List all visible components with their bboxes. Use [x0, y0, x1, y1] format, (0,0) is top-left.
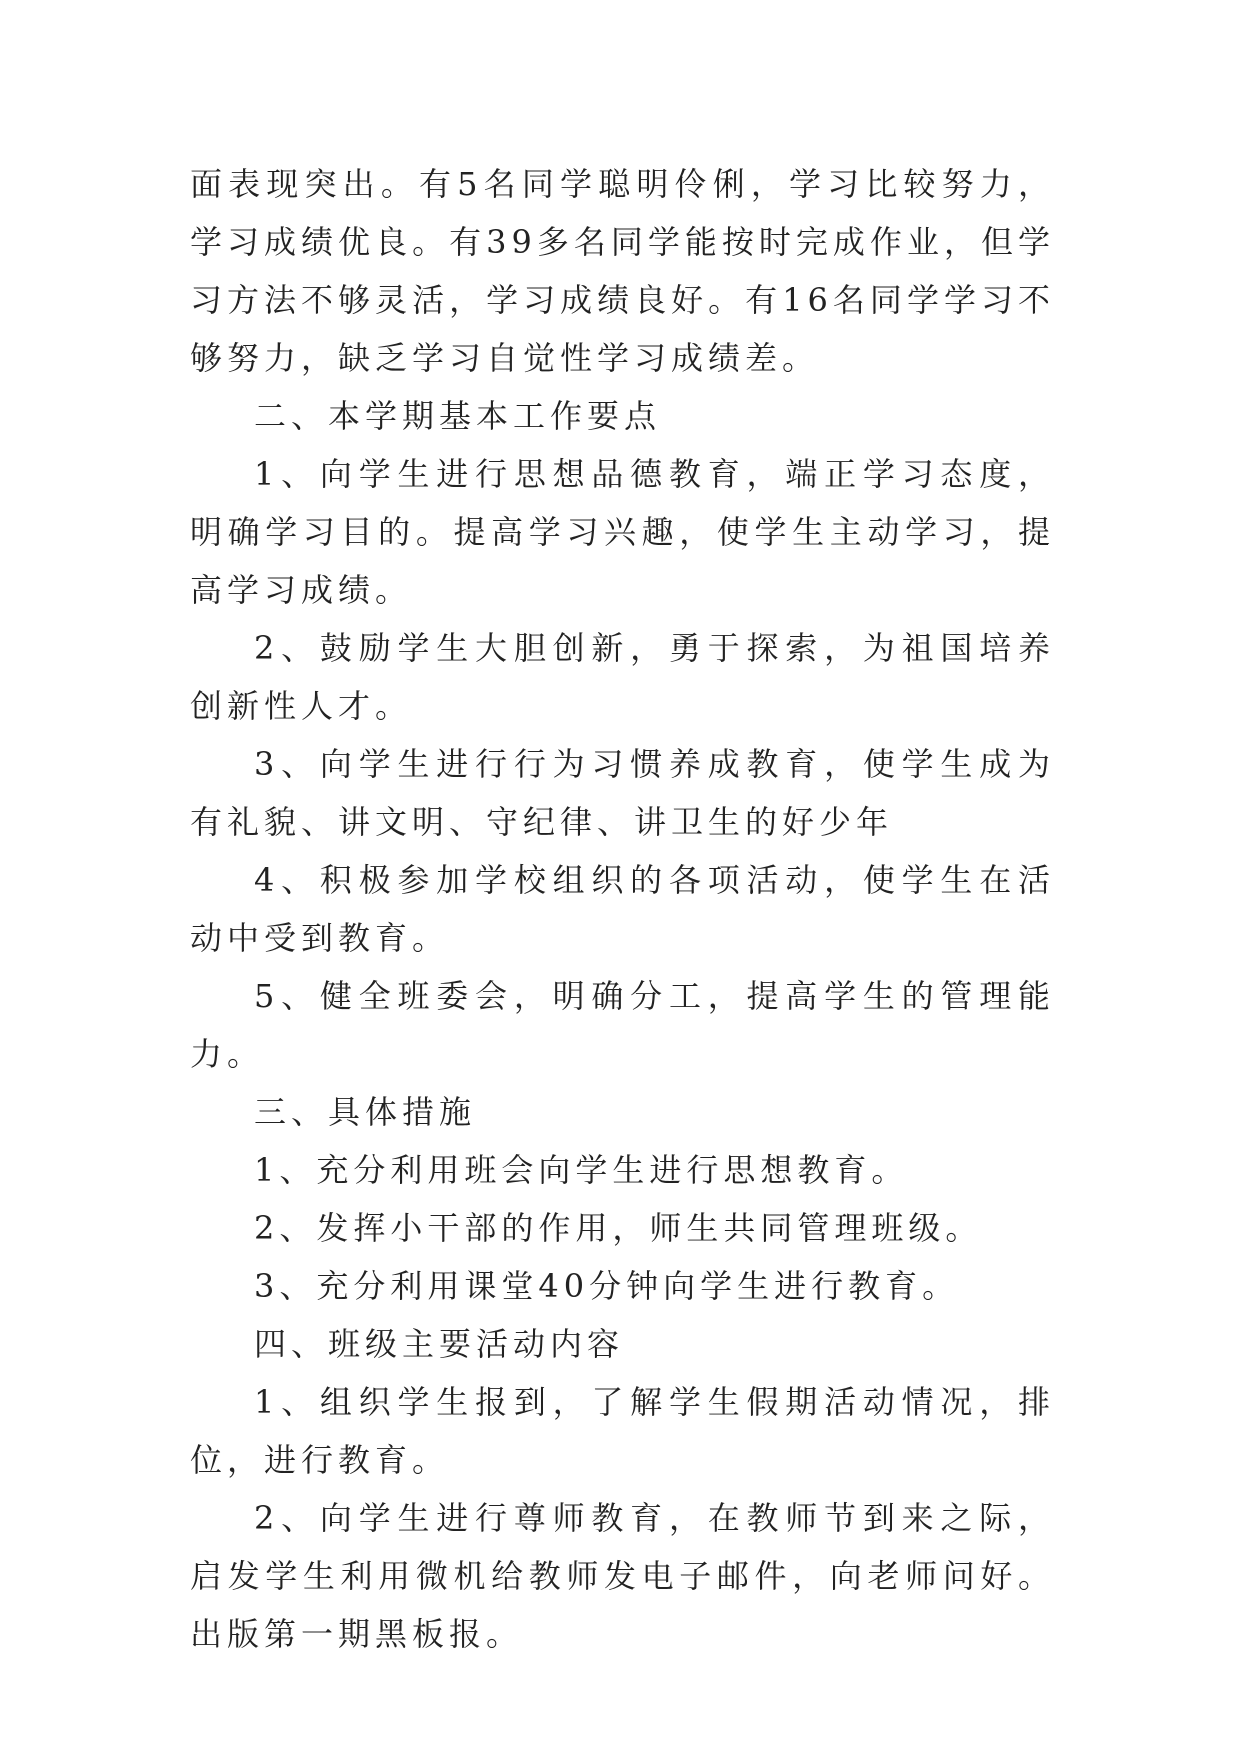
section-heading-3: 三、具体措施 [254, 1093, 477, 1131]
list-item: 2、向学生进行尊师教育，在教师节到来之际，启发学生利用微机给教师发电子邮件，向老师问好。出版第一期黑板报。 [190, 1499, 1055, 1653]
list-item: 4、积极参加学校组织的各项活动，使学生在活动中受到教育。 [190, 861, 1055, 957]
list-item: 1、充分利用班会向学生进行思想教育。 [254, 1151, 909, 1189]
list-item: 1、向学生进行思想品德教育，端正学习态度，明确学习目的。提高学习兴趣，使学生主动学习，提高学习成绩。 [190, 455, 1055, 609]
section-heading-4: 四、班级主要活动内容 [254, 1325, 625, 1363]
list-item: 5、健全班委会，明确分工，提高学生的管理能力。 [190, 977, 1055, 1073]
list-item: 3、充分利用课堂40分钟向学生进行教育。 [254, 1267, 960, 1305]
list-item: 1、组织学生报到，了解学生假期活动情况，排位，进行教育。 [190, 1383, 1055, 1479]
list-item: 2、发挥小干部的作用，师生共同管理班级。 [254, 1209, 983, 1247]
list-item: 3、向学生进行行为习惯养成教育，使学生成为有礼貌、讲文明、守纪律、讲卫生的好少年 [190, 745, 1055, 841]
document-body [190, 155, 1055, 1663]
section-heading-2: 二、本学期基本工作要点 [254, 397, 662, 435]
list-item: 2、鼓励学生大胆创新，勇于探索，为祖国培养创新性人才。 [190, 629, 1055, 725]
paragraph-continuation: 面表现突出。有5名同学聪明伶俐，学习比较努力，学习成绩优良。有39多名同学能按时完成作业，但学习方法不够灵活，学习成绩良好。有16名同学学习不够努力，缺乏学习自觉性学习成绩差。 [190, 165, 1055, 377]
